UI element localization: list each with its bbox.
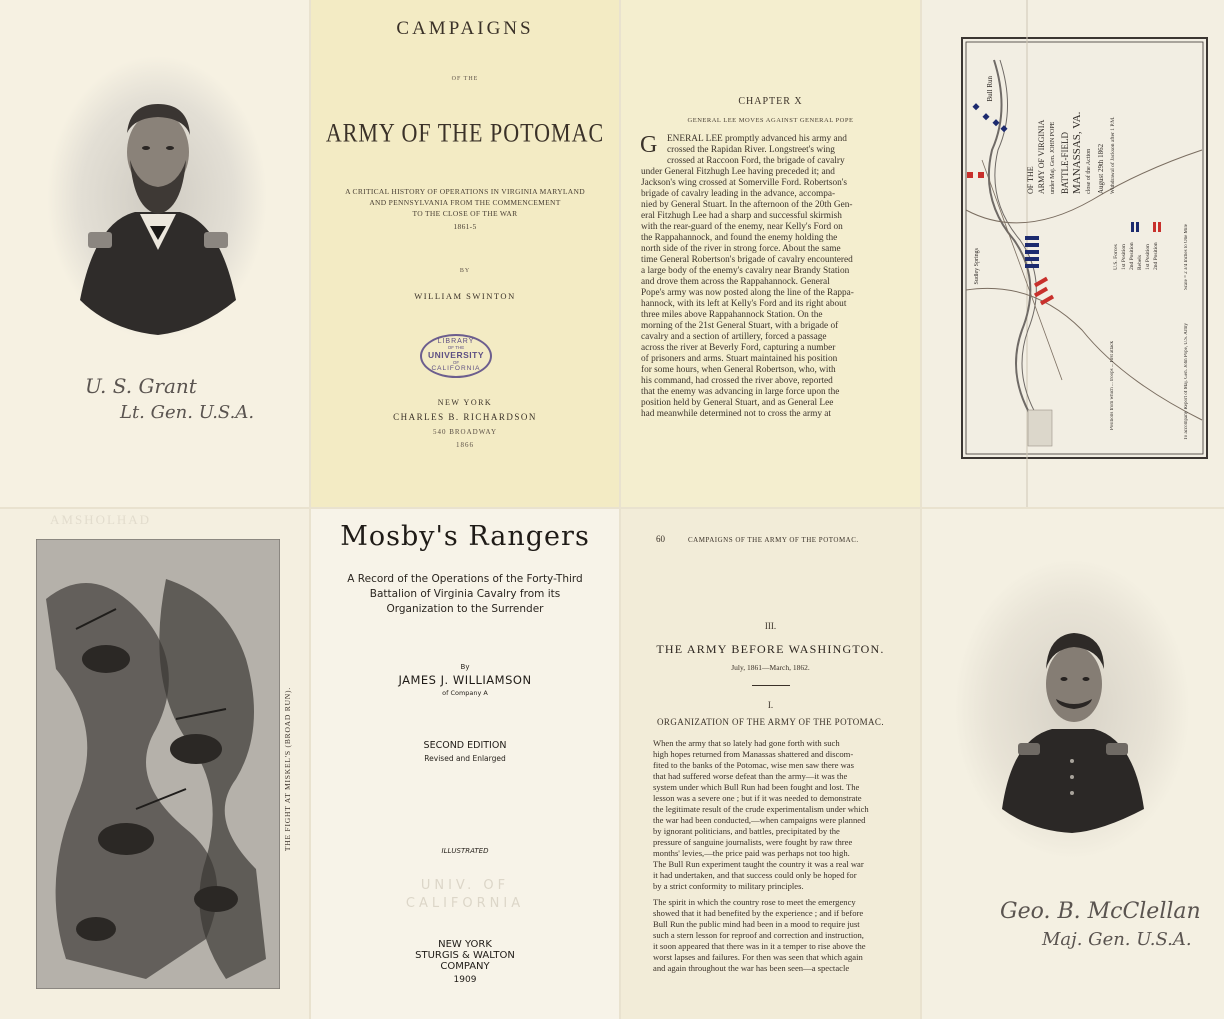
map-legend	[1112, 200, 1160, 270]
chapter-title: THE ARMY BEFORE WASHINGTON.	[656, 642, 885, 656]
chapter-text-line-15: Pope's army was now posted along the line of the Rappa-	[641, 288, 854, 298]
page-text-line-3: fited to the banks of the Potomac, wise men saw there was	[653, 760, 854, 770]
mcclellan-signature-line1: Geo. B. McClellan	[1000, 899, 1201, 924]
campaigns-title-page	[311, 0, 619, 507]
map-title-line-8: Withdrawal of Jackson after 1 P.M.	[1110, 116, 1116, 194]
stamp-line-1: LIBRARY	[437, 338, 475, 345]
title-author: WILLIAM SWINTON	[414, 291, 516, 301]
page-text-line-5: system under which Bull Run had been fought and lost. The	[653, 782, 860, 792]
battle-illustration-page	[0, 509, 309, 1019]
mosby-edition-note: Revised and Enlarged	[424, 754, 506, 763]
page-60	[621, 509, 920, 1019]
mosby-by: By	[460, 663, 470, 671]
mosbys-rangers-title-page	[311, 509, 619, 1019]
chapter-text-line-7: nied by General Stuart. In the afternoon of the 20th Gen-	[641, 200, 853, 210]
mosby-subtitle-line-3: Organization to the Surrender	[386, 603, 544, 615]
page-text-line-12: The Bull Run experiment taught the country it was a real war	[653, 859, 864, 869]
page-text-line-6: lesson was a severe one ; but if it was needed to demonstrate	[653, 793, 862, 803]
chapter-text-line-24: that the enemy was advancing in large force upon the	[641, 387, 840, 397]
manassas-map-page	[922, 0, 1224, 507]
map-title-line-4: BATTLE-FIELD	[1060, 132, 1070, 194]
title-address: 540 BROADWAY	[432, 428, 498, 436]
map-road-label: Sudley Springs	[974, 248, 980, 285]
legend-line-1: U.S. Forces	[1113, 244, 1119, 270]
map-river-label: Bull Run	[986, 76, 994, 102]
chapter-text-line-20: across the river at Beverly Ford, capturing a number	[641, 343, 836, 353]
chapter-text-line-18: morning of the 21st General Stuart, with a brigade of	[641, 321, 839, 331]
map-title	[1025, 64, 1135, 194]
map-title-line-1: OF THE	[1026, 166, 1035, 194]
chapter-text-line-9: with the rear-guard of the enemy, near Kelly's Ford on	[641, 222, 843, 232]
running-head: CAMPAIGNS OF THE ARMY OF THE POTOMAC.	[688, 536, 859, 544]
grant-portrait-engraving	[0, 0, 309, 507]
stamp-line-4: OF	[452, 360, 460, 365]
chapter-text-line-4: under General Fitzhugh Lee having preceded it; and	[641, 167, 835, 177]
stamp-line-5: CALIFORNIA	[431, 365, 481, 372]
cavalry-fight-engraving	[36, 539, 280, 989]
chapter-text-line-23: his command, had crossed the river above, reported	[641, 376, 833, 386]
mosby-pub-line-1: NEW YORK	[438, 939, 492, 950]
chapter-text-line-11: north side of the river in strong force. About the same	[641, 244, 841, 254]
title-years: 1861-5	[453, 222, 477, 231]
chapter-number: CHAPTER X	[738, 96, 803, 107]
stamp-line-2: OF THE	[447, 345, 465, 350]
chapter-text-line-25: position held by General Stuart, and as General Lee	[641, 398, 834, 408]
chapter-text-line-8: eral Fitzhugh Lee had a sharp and successful skirmish	[641, 211, 842, 221]
title-publisher: CHARLES B. RICHARDSON	[393, 412, 537, 422]
section-roman: I.	[767, 700, 774, 710]
chapter-text-line-17: three miles above Rappahannock Station. On the	[641, 310, 823, 320]
section-rule	[752, 685, 790, 686]
page-text-line-19: it soon appeared that there was in it a temper to rise above the	[653, 941, 866, 951]
mosby-pub-year: 1909	[453, 975, 477, 985]
mosby-pub-line-2: STURGIS & WALTON	[415, 950, 515, 961]
mosby-author-note: of Company A	[442, 689, 488, 697]
page-text-line-8: the war had been conducted,—when campaigns were planned	[653, 815, 866, 825]
mosby-pub-line-3: COMPANY	[440, 961, 490, 972]
chapter-text-line-12: time General Robertson's brigade of cavalry encountered	[641, 255, 853, 265]
page-text-line-7: the legitimate result of the crude experimentalism under which	[653, 804, 869, 814]
page-text-line-15: The spirit in which the country rose to meet the emergency	[653, 897, 856, 907]
chapter-text-line-10: the Rappahannock, and found the enemy holding the	[641, 233, 838, 243]
page-text-line-10: pressure of sanguine journalists, were fought by raw three	[653, 837, 853, 847]
chapter-roman: III.	[764, 621, 777, 631]
page-text-line-4: that had suffered worse defeat than the army—it was the	[653, 771, 848, 781]
mcclellan-signature-line2: Maj. Gen. U.S.A.	[1042, 929, 1192, 950]
page-text-line-2: high hopes returned from Manassas shattered and discom-	[653, 749, 854, 759]
map-title-line-5: MANASSAS, VA.	[1071, 111, 1083, 194]
title-year: 1866	[456, 441, 474, 449]
legend-line-3: 2nd Position	[1129, 242, 1135, 270]
map-footer-note: To accompany Report of Maj. Gen. John Pope, U.S. Army	[1184, 323, 1189, 440]
chapter-text-line-14: and drove them across the Rappahannock. General	[641, 277, 830, 287]
map-title-line-3: under Maj. Gen. JOHN POPE	[1050, 121, 1056, 194]
chapter-heading: GENERAL LEE MOVES AGAINST GENERAL POPE	[687, 117, 854, 124]
mosby-ghost-line-1: UNIV. OF	[420, 878, 510, 893]
legend-line-6: 2nd Position	[1153, 242, 1159, 270]
stamp-line-3: UNIVERSITY	[427, 350, 484, 360]
title-city: NEW YORK	[437, 398, 493, 407]
chapter-text-line-22: for some hours, when General Robertson, who, with	[641, 365, 836, 375]
chapter-text-line-2: crossed the Rapidan River. Longstreet's wing	[667, 145, 835, 155]
map-scale-note: Scale = 2 3/4 Inches to One Mile	[1184, 224, 1189, 290]
chapter-text-line-1: ENERAL LEE promptly advanced his army and	[667, 134, 847, 144]
map-title-line-6: close of the Action	[1086, 148, 1092, 194]
drop-cap: G	[640, 132, 658, 158]
grant-signature-line1: U. S. Grant	[85, 374, 197, 398]
page-text-line-11: months' levies,—the price paid was perhaps not too high.	[653, 848, 850, 858]
chapter-text-line-5: Jackson's wing crossed at Somerville Ford. Robertson's	[641, 178, 848, 188]
library-stamp	[420, 334, 492, 378]
page-text-line-20: worst lapses and failures. For then was seen that which again	[653, 952, 863, 962]
page-text-line-21: and again throughout the war has been seen—a spectacle	[653, 963, 850, 973]
page-text-line-9: by ignorant politicians, and battles, precipitated by the	[653, 826, 840, 836]
page-text-line-14: by a strict conformity to military principles.	[653, 881, 804, 891]
chapter-text-line-21: of prisoners and arms. Stuart maintained his position	[641, 354, 838, 364]
legend-line-5: 1st Position	[1145, 244, 1151, 270]
legend-line-2: 1st Position	[1121, 244, 1127, 270]
page-text-line-18: such a stern lesson for reproof and correction and instruction,	[653, 930, 864, 940]
chapter-x-page	[621, 0, 920, 507]
mcclellan-portrait-page	[922, 509, 1224, 1019]
mosby-subtitle-line-2: Battalion of Virginia Cavalry from its	[369, 588, 561, 600]
page-text-line-1: When the army that so lately had gone forth with such	[653, 738, 840, 748]
subtitle-line-2: AND PENNSYLVANIA FROM THE COMMENCEMENT	[369, 198, 561, 207]
grant-portrait-page	[0, 0, 309, 507]
subtitle-line-3: TO THE CLOSE OF THE WAR	[412, 209, 518, 218]
grant-signature-line2: Lt. Gen. U.S.A.	[120, 402, 255, 423]
chapter-text-line-19: cavalry and a section of artillery, forced a passage	[641, 332, 827, 342]
map-side-note: Positions from which ... troops ... first attack	[1110, 340, 1115, 430]
mosby-title: Mosby's Rangers	[340, 521, 590, 552]
title-army-of-the-potomac: ARMY OF THE POTOMAC	[325, 117, 605, 148]
page-text-line-17: Bull Run the public mind had been in a mood to require just	[653, 919, 860, 929]
chapter-text-line-16: hannock, with its left at Kelly's Ford and its right about	[641, 299, 847, 309]
mosby-ghost-line-2: CALIFORNIA	[405, 896, 525, 911]
page-text-line-13: it had undertaken, and that success could only be hoped for	[653, 870, 857, 880]
mosby-subtitle-line-1: A Record of the Operations of the Forty-Third	[347, 573, 583, 585]
illustration-caption: THE FIGHT AT MISKEL'S (BROAD RUN).	[283, 687, 292, 852]
chapter-dates: July, 1861—March, 1862.	[731, 663, 810, 672]
subtitle-line-1: A CRITICAL HISTORY OF OPERATIONS IN VIRGINIA MARYLAND	[345, 187, 585, 196]
section-title: ORGANIZATION OF THE ARMY OF THE POTOMAC.	[657, 717, 884, 727]
mosby-edition: SECOND EDITION	[423, 740, 507, 751]
ghost-stamp: AMSHOLHAD	[50, 512, 152, 527]
chapter-text-line-6: brigade of cavalry leading in the advance, accompa-	[641, 189, 836, 199]
page-text-line-16: showed that it had benefited by the experience ; and if before	[653, 908, 864, 918]
title-by: BY	[459, 268, 471, 274]
title-campaigns: CAMPAIGNS	[396, 18, 534, 39]
mosby-author: JAMES J. WILLIAMSON	[398, 673, 532, 687]
title-of-the: OF THE	[451, 76, 479, 82]
chapter-text-line-13: a large body of the enemy's cavalry near Brandy Station	[641, 266, 850, 276]
chapter-text-line-26: had meanwhile determined not to cross the army at	[641, 409, 832, 419]
map-title-line-2: ARMY OF VIRGINIA	[1037, 119, 1046, 194]
legend-line-4: Rebels	[1137, 255, 1143, 270]
chapter-text-line-3: crossed at Raccoon Ford, the brigade of cavalry	[667, 156, 845, 166]
map-title-line-7: August 29th 1862	[1097, 143, 1105, 194]
mosby-illustrated: ILLUSTRATED	[441, 847, 489, 855]
page-number: 60	[656, 534, 665, 544]
